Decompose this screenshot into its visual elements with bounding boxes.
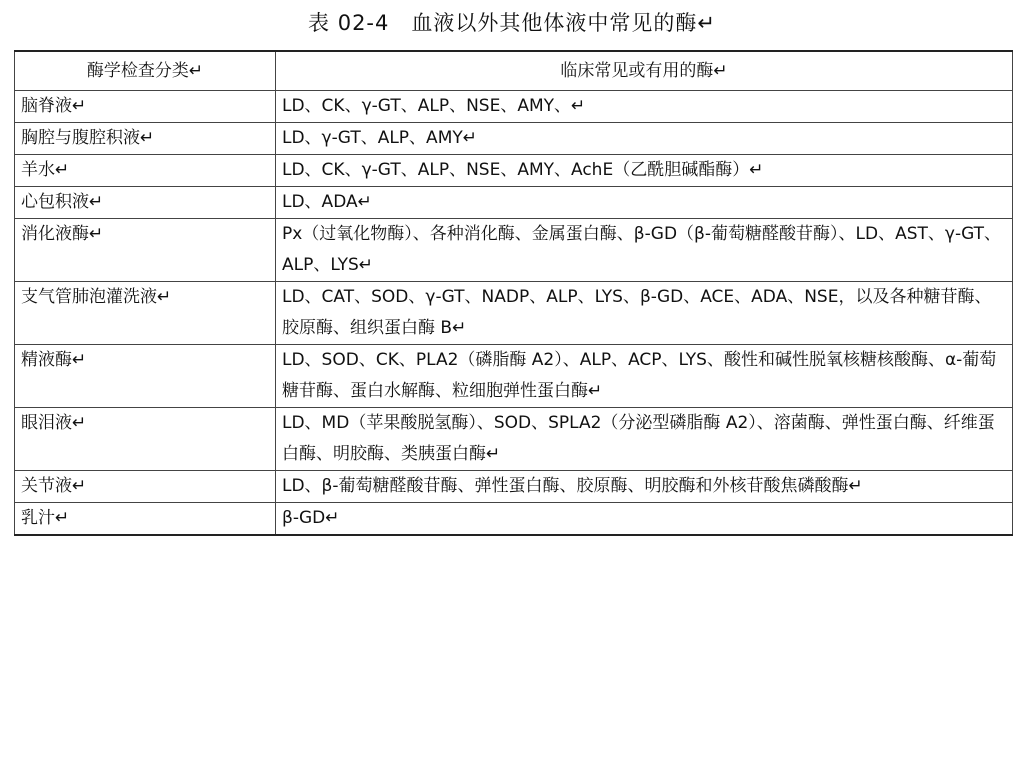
table-row — [15, 91, 1013, 123]
table-row — [15, 219, 1013, 282]
row-enzymes: LD、CK、γ-GT、ALP、NSE、AMY、AchE（乙酰胆碱酯酶）↵ — [276, 155, 1013, 187]
enzyme-table — [14, 50, 1013, 536]
table-row — [15, 503, 1013, 536]
row-enzymes: LD、CK、γ-GT、ALP、NSE、AMY、↵ — [276, 91, 1013, 123]
row-category: 关节液↵ — [15, 471, 276, 503]
header-category: 酶学检查分类↵ — [15, 51, 276, 91]
table-title: 表 02-4 血液以外其他体液中常见的酶↵ — [308, 11, 716, 35]
row-category: 消化液酶↵ — [15, 219, 276, 282]
row-enzymes: LD、β-葡萄糖醛酸苷酶、弹性蛋白酶、胶原酶、明胶酶和外核苷酸焦磷酸酶↵ — [276, 471, 1013, 503]
row-category: 乳汁↵ — [15, 503, 276, 536]
row-category: 脑脊液↵ — [15, 91, 276, 123]
row-enzymes: LD、SOD、CK、PLA2（磷脂酶 A2）、ALP、ACP、LYS、酸性和碱性脱氧核糖核酸酶、α-葡萄糖苷酶、蛋白水解酶、粒细胞弹性蛋白酶↵ — [276, 345, 1013, 408]
row-category: 眼泪液↵ — [15, 408, 276, 471]
row-enzymes: LD、γ-GT、ALP、AMY↵ — [276, 123, 1013, 155]
table-row — [15, 123, 1013, 155]
table-row — [15, 155, 1013, 187]
row-enzymes: Px（过氧化物酶）、各种消化酶、金属蛋白酶、β-GD（β-葡萄糖醛酸苷酶）、LD、AST、γ-GT、ALP、LYS↵ — [276, 219, 1013, 282]
row-enzymes: LD、MD（苹果酸脱氢酶）、SOD、SPLA2（分泌型磷脂酶 A2）、溶菌酶、弹性蛋白酶、纤维蛋白酶、明胶酶、类胰蛋白酶↵ — [276, 408, 1013, 471]
row-category: 精液酶↵ — [15, 345, 276, 408]
table-row — [15, 187, 1013, 219]
row-enzymes: β-GD↵ — [276, 503, 1013, 536]
table-header-row — [15, 51, 1013, 91]
table-row — [15, 471, 1013, 503]
row-enzymes: LD、ADA↵ — [276, 187, 1013, 219]
row-category: 胸腔与腹腔积液↵ — [15, 123, 276, 155]
table-row — [15, 282, 1013, 345]
row-category: 支气管肺泡灌洗液↵ — [15, 282, 276, 345]
row-category: 羊水↵ — [15, 155, 276, 187]
header-enzymes: 临床常见或有用的酶↵ — [276, 51, 1013, 91]
row-enzymes: LD、CAT、SOD、γ-GT、NADP、ALP、LYS、β-GD、ACE、ADA、NSE，以及各种糖苷酶、胶原酶、组织蛋白酶 B↵ — [276, 282, 1013, 345]
table-row — [15, 345, 1013, 408]
row-category: 心包积液↵ — [15, 187, 276, 219]
table-row — [15, 408, 1013, 471]
